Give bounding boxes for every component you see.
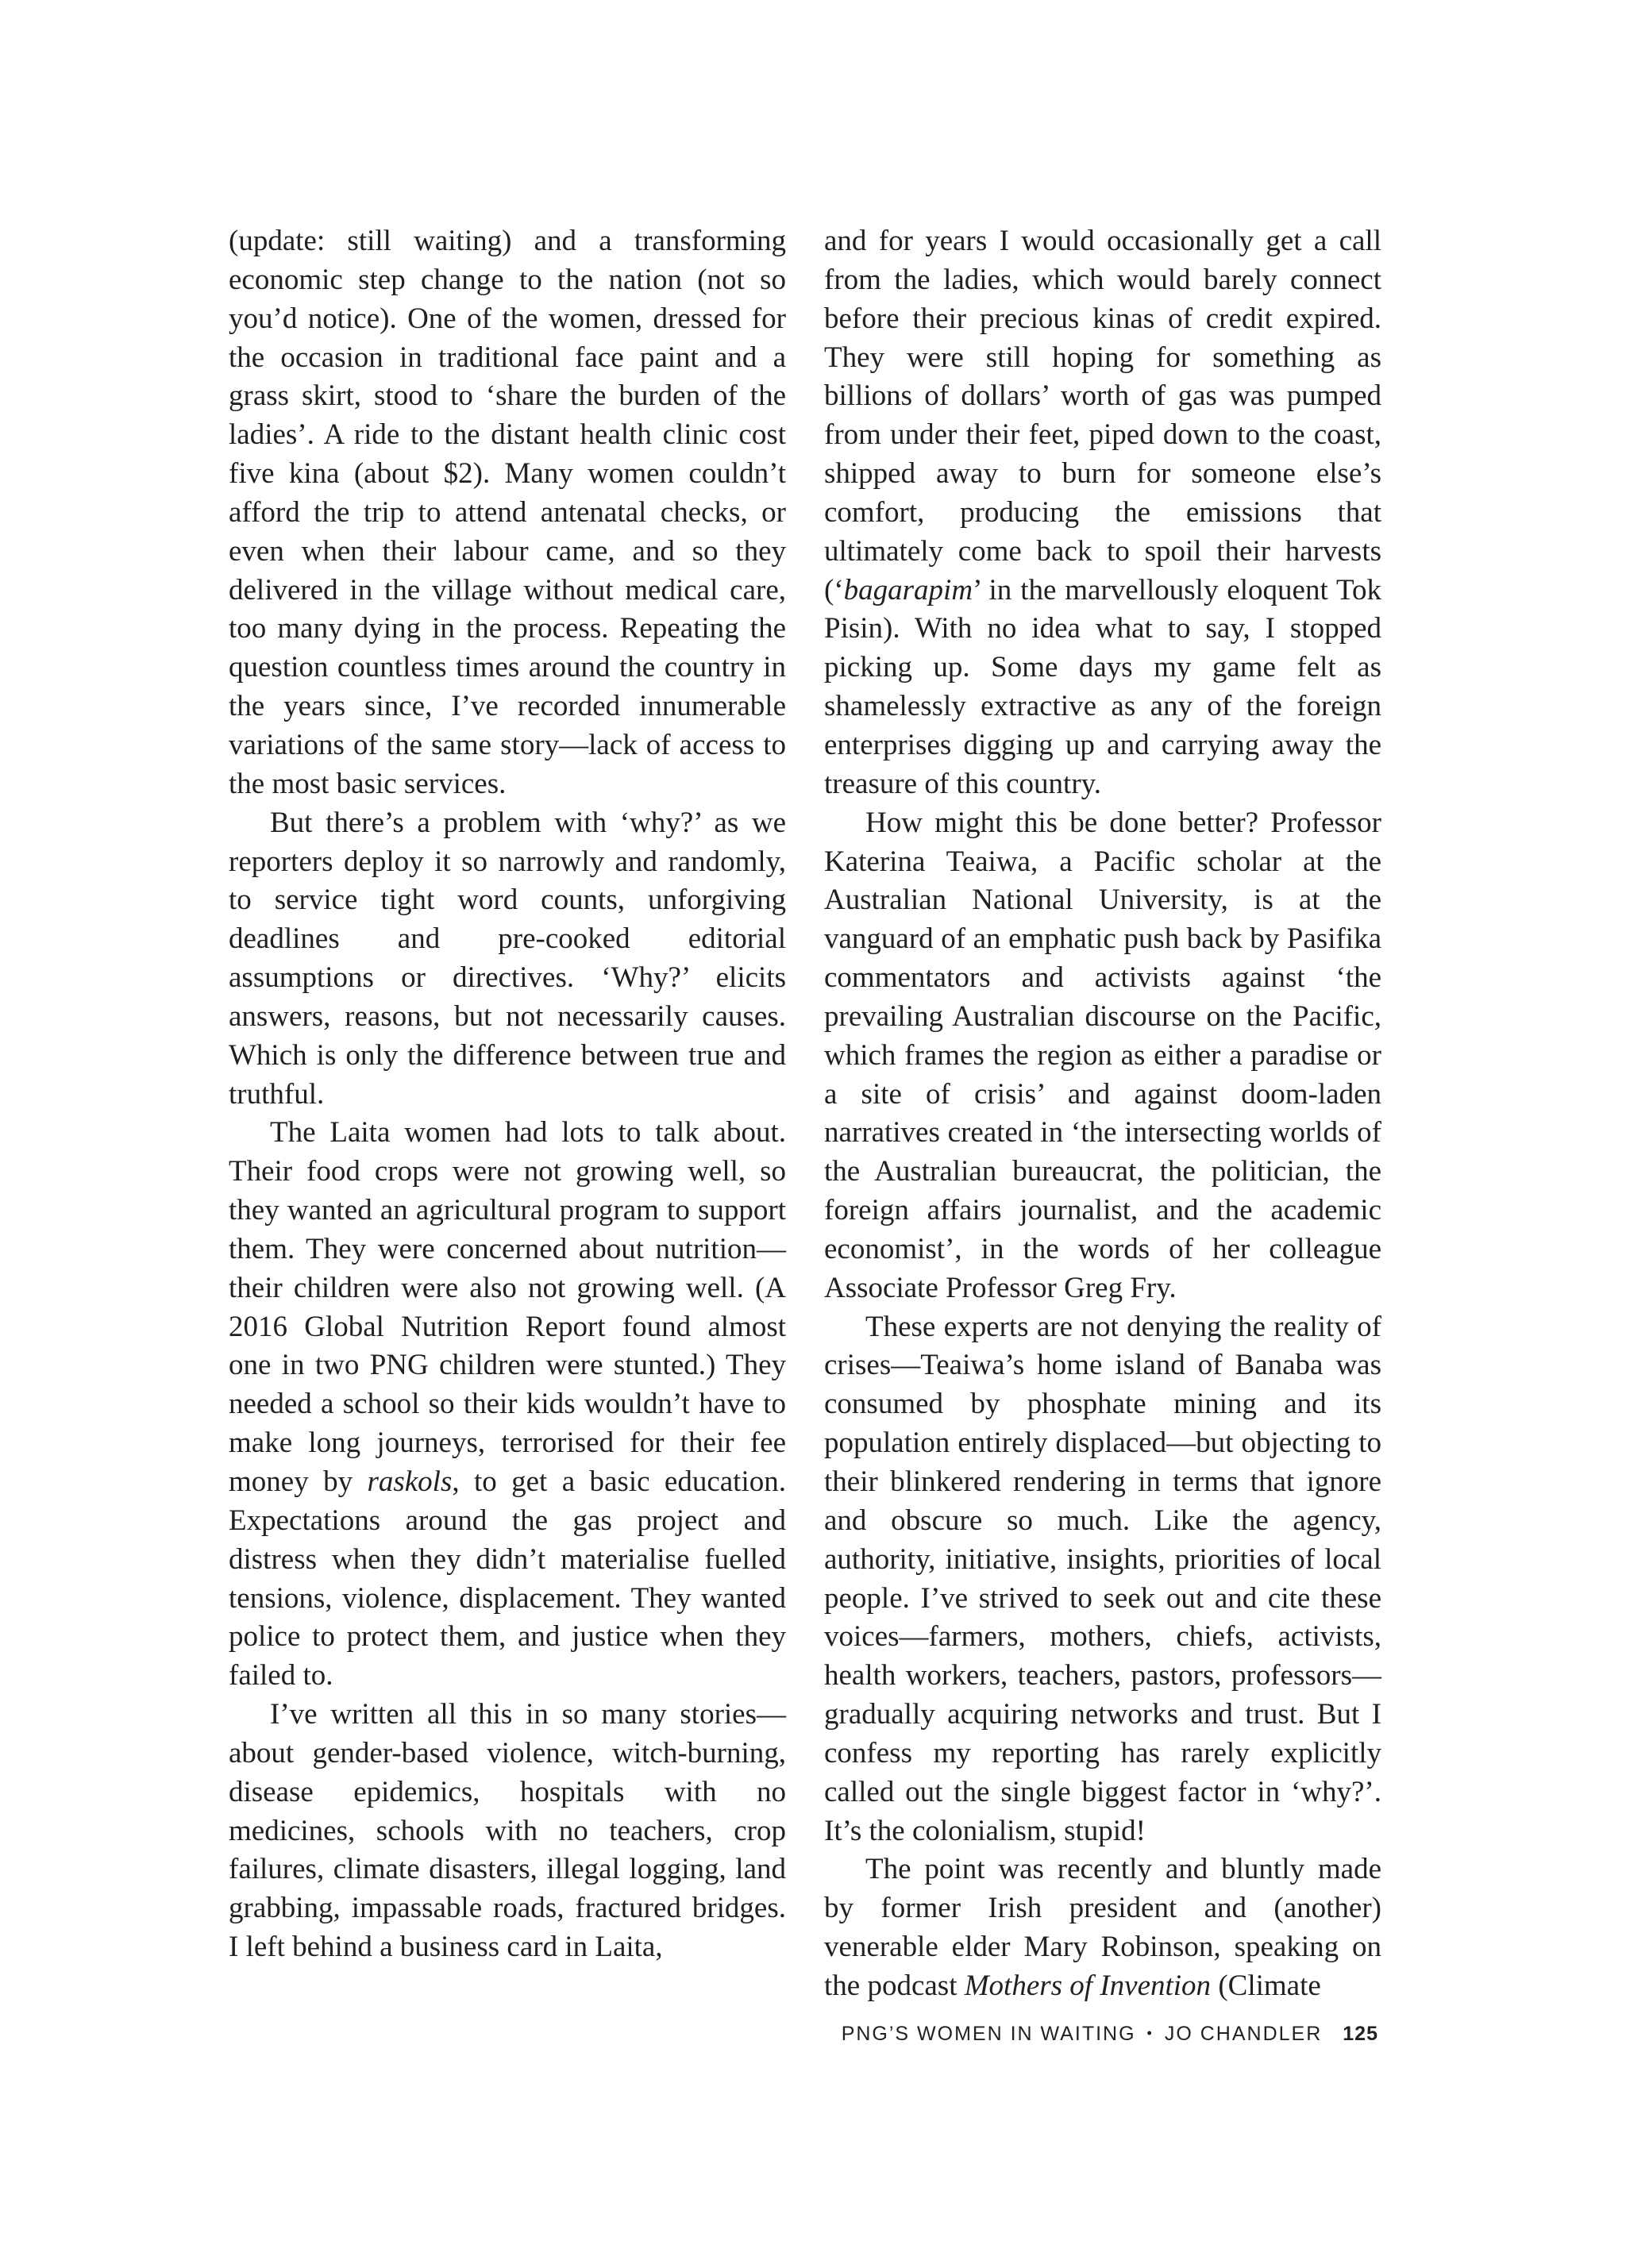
paragraph-text: (Climate — [1211, 1969, 1321, 2002]
bullet-separator: • — [1146, 2025, 1154, 2041]
italic-term: raskols — [367, 1465, 453, 1498]
page-footer — [842, 2023, 1378, 2046]
author-name: JO CHANDLER — [1164, 2023, 1323, 2045]
paragraph-text: ’ in the marvellously eloquent Tok Pisin). With no idea what to say, I stopped picking up. Some days my game felt as shamelessly extractive as any of the foreign enterprises digging up and carrying away the treasure of this country. — [824, 573, 1381, 800]
running-title: PNG’S WOMEN IN WAITING — [841, 2023, 1136, 2045]
italic-podcast-title: Mothers of Invention — [964, 1969, 1212, 2002]
paragraph — [229, 1114, 786, 1696]
paragraph: (update: still waiting) and a transforming economic step change to the nation (not so you’d notice). One of the women, dressed for the occasion in traditional face paint and a grass skirt, stood to ‘share the burden of the ladies’. A ride to the distant health clinic cost five kina (about $2). Many women couldn’t afford the trip to attend antenatal checks, or even when their labour came, and so they delivered in the village without medical care, too many dying in the process. Repeating the question countless times around the country in the years since, I’ve recorded innumerable variations of the same story—lack of access to the most basic services. — [229, 225, 786, 800]
italic-term: bagarapim — [843, 573, 973, 606]
paragraph — [824, 1850, 1381, 2005]
paragraph: I’ve written all this in so many stories—about gender-based violence, witch-burning, disease epidemics, hospitals with no medicines, schools with no teachers, crop failures, climate disasters, illegal logging, land grabbing, impassable roads, fractured bridges. I left behind a business card in Laita, — [229, 1698, 786, 1964]
paragraph: But there’s a problem with ‘why?’ as we reporters deploy it so narrowly and randomly, to service tight word counts, unforgiving deadlines and pre-cooked editorial assumptions or directives. ‘Why?’ elicits answers, reasons, but not necessarily causes. Which is only the difference between true and truthful. — [229, 806, 786, 1111]
paragraph — [824, 222, 1381, 804]
paragraph-text: The point was recently and bluntly made by former Irish president and (another) venerable elder Mary Robinson, speaking on the podcast — [824, 1853, 1381, 2002]
paragraph-text: and for years I would occasionally get a call from the ladies, which would barely connect before their precious kinas of credit expired. They were still hoping for something as billions of dollars’ worth of gas was pumped from under their feet, piped down to the coast, shipped away to burn for someone else’s comfort, producing the emissions that ultimately come back to spoil their harvests (‘ — [824, 225, 1381, 606]
left-text-column — [229, 222, 786, 1967]
paragraph-text: , to get a basic education. Expectations around the gas project and distress when they didn’t materialise fuelled tensions, violence, displacement. They wanted police to protect them, and justice when they failed to. — [229, 1465, 786, 1692]
paragraph: These experts are not denying the reality of crises—Teaiwa’s home island of Banaba was consumed by phosphate mining and its population entirely displaced—but objecting to their blinkered rendering in terms that ignore and obscure so much. Like the agency, authority, initiative, insights, priorities of local people. I’ve strived to seek out and cite these voices—farmers, mothers, chiefs, activists, health workers, teachers, pastors, professors—gradually acquiring networks and trust. But I confess my reporting has rarely explicitly called out the single biggest factor in ‘why?’. It’s the colonialism, stupid! — [824, 1310, 1381, 1847]
paragraph: How might this be done better? Professor Katerina Teaiwa, a Pacific scholar at the Australian National University, is at the vanguard of an emphatic push back by Pasifika commentators and activists against ‘the prevailing Australian discourse on the Pacific, which frames the region as either a paradise or a site of crisis’ and against doom-laden narratives created in ‘the intersecting worlds of the Australian bureaucrat, the politician, the foreign affairs journalist, and the academic economist’, in the words of her colleague Associate Professor Greg Fry. — [824, 806, 1381, 1304]
paragraph-text: The Laita women had lots to talk about. Their food crops were not growing well, so they wanted an agricultural program to support them. They were concerned about nutrition—their children were also not growing well. (A 2016 Global Nutrition Report found almost one in two PNG children were stunted.) They needed a school so their kids wouldn’t have to make long journeys, terrorised for their fee money by — [229, 1116, 786, 1498]
page-number: 125 — [1343, 2023, 1378, 2045]
right-text-column — [824, 222, 1381, 2006]
